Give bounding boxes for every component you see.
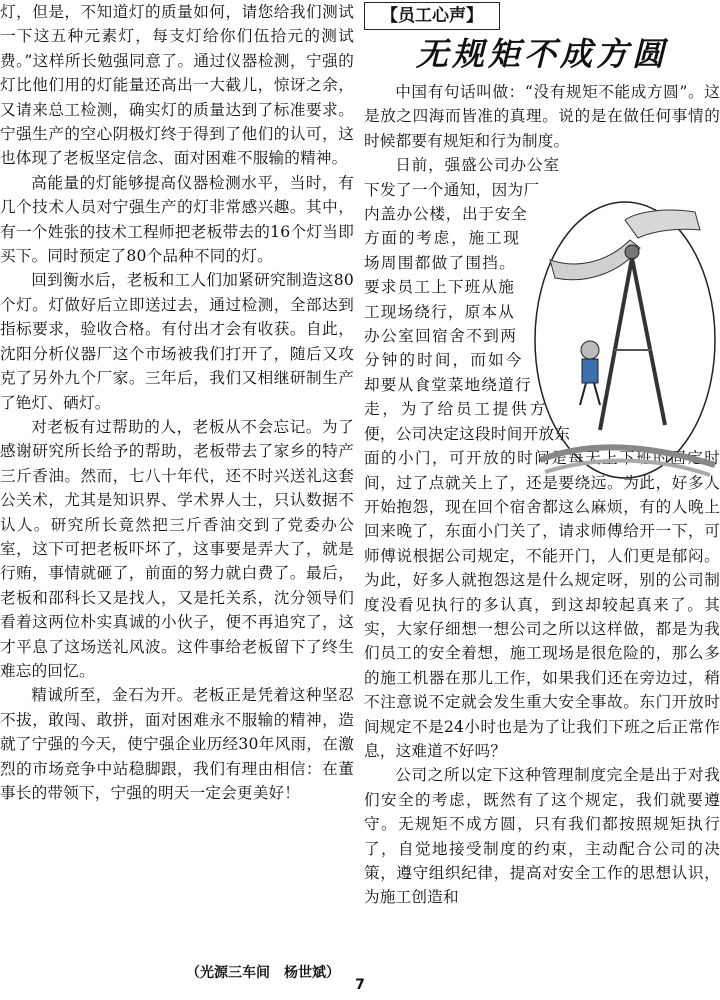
- left-paragraph-2: 高能量的灯能够提高仪器检测水平，当时，有几个技术人员对宁强生产的灯非常感兴趣。其中，有一个姓张的技术工程师把老板带去的16个灯当即买下。同时预定了80个品种不同的灯。: [0, 173, 354, 266]
- article-headline: 无规矩不成方圆: [415, 35, 668, 73]
- article-author-credit: （光源三车间 杨世斌）: [186, 965, 340, 981]
- left-paragraph-4: 对老板有过帮助的人，老板从不会忘记。为了感谢研究所长给予的帮助，老板带去了家乡的特产三斤香油。然而，七八十年代，还不时兴送礼这套公关术，尤其是知识界、学术界人士，只认数据不认人。研究所长竟然把三斤香油交到了党委办公室，这下可把老板吓坏了，这事要是弄大了，就是行贿，事情就砸了，前面的努力就白费了。最后，老板和邵科长又是找人，又是托关系，沈分领导们看着这两位朴实真诚的小伙子，便不再追究了，这才平息了这场送礼风波。这件事给老板留下了终生难忘的回忆。: [0, 417, 354, 680]
- left-article-column: [0, 0, 354, 805]
- right-paragraph-1: 中国有句话叫做：“没有规矩不能成方圆”。这是放之四海而皆准的真理。说的是在做任何事情的时候都要有规矩和行为制度。: [364, 83, 720, 150]
- left-paragraph-1: 灯，但是，不知道灯的质量如何，请您给我们测试一下这五种元素灯，每支灯给你们伍拾元的测试费。”这样所长勉强同意了。通过仪器检测，宁强的灯比他们用的灯能量还高出一大截儿，惊讶之余，又请来总工检测，确实灯的质量达到了标准要求。宁强生产的空心阴极灯终于得到了他们的认可，这也体现了老板坚定信念、面对困难不服输的精神。: [0, 3, 354, 168]
- right-paragraph-3: 公司之所以定下这种管理制度完全是出于对我们安全的考虑，既然有了这个规定，我们就要遵守。无规矩不成方圆，只有我们都按照规矩执行了，自觉地接受制度的约束，主动配合公司的决策，遵守组织纪律，提高对安全工作的思想认识，为施工创造和: [364, 766, 720, 907]
- left-paragraph-3: 回到衡水后，老板和工人们加紧研究制造这80个灯。灯做好后立即送过去，通过检测，全部达到指标要求，验收合格。有付出才会有收获。自此，沈阳分析仪器厂这个市场被我们打开了，随后又攻克了另外九个厂家。三年后，我们又相继研制生产了铯灯、硒灯。: [0, 271, 354, 412]
- left-paragraph-5: 精诚所至，金石为开。老板正是凭着这种坚忍不拔，敢闯、敢拼，面对困难永不服输的精神，造就了宁强的今天，使宁强企业历经30年风雨，在激烈的市场竞争中站稳脚跟，我们有理由相信：在董事长的带领下，宁强的明天一定会更美好！: [0, 686, 354, 802]
- section-tag: 【员工心声】: [364, 2, 500, 30]
- right-paragraph-2: 日前，强盛公司办公室下发了一个通知，因为厂内盖办公楼，出于安全方面的考虑，施工现场周围都做了围挡。要求员工上下班从施工现场绕行，原本从办公室回宿舍不到两分钟的时间，而如今却要从食堂菜地绕道行走，为了给员工提供方便，公司决定这段时间开放东面的小门，可开放的时间是每天上下班的固定时间，过了点就关上了，还是要绕远。为此，好多人开始抱怨，现在回个宿舍都这么麻烦，有的人晚上回来晚了，东面小门关了，请求师傅给开一下，可师傅说根据公司规定，不能开门，人们更是郁闷。为此，好多人就抱怨这是什么规定呀，别的公司制度没看见执行的多认真，到这却较起真来了。其实，大家仔细想一想公司之所以这样做，都是为我们员工的安全着想，施工现场是很危险的，那么多的施工机器在那儿工作，如果我们还在旁边过，稍不注意说不定就会发生重大安全事故。东门开放时间规定不是24小时也是为了让我们下班之后正常作息，这难道不好吗？: [364, 156, 720, 760]
- page-number: 7: [355, 977, 365, 993]
- compass-hand-illustration-icon: [530, 200, 720, 485]
